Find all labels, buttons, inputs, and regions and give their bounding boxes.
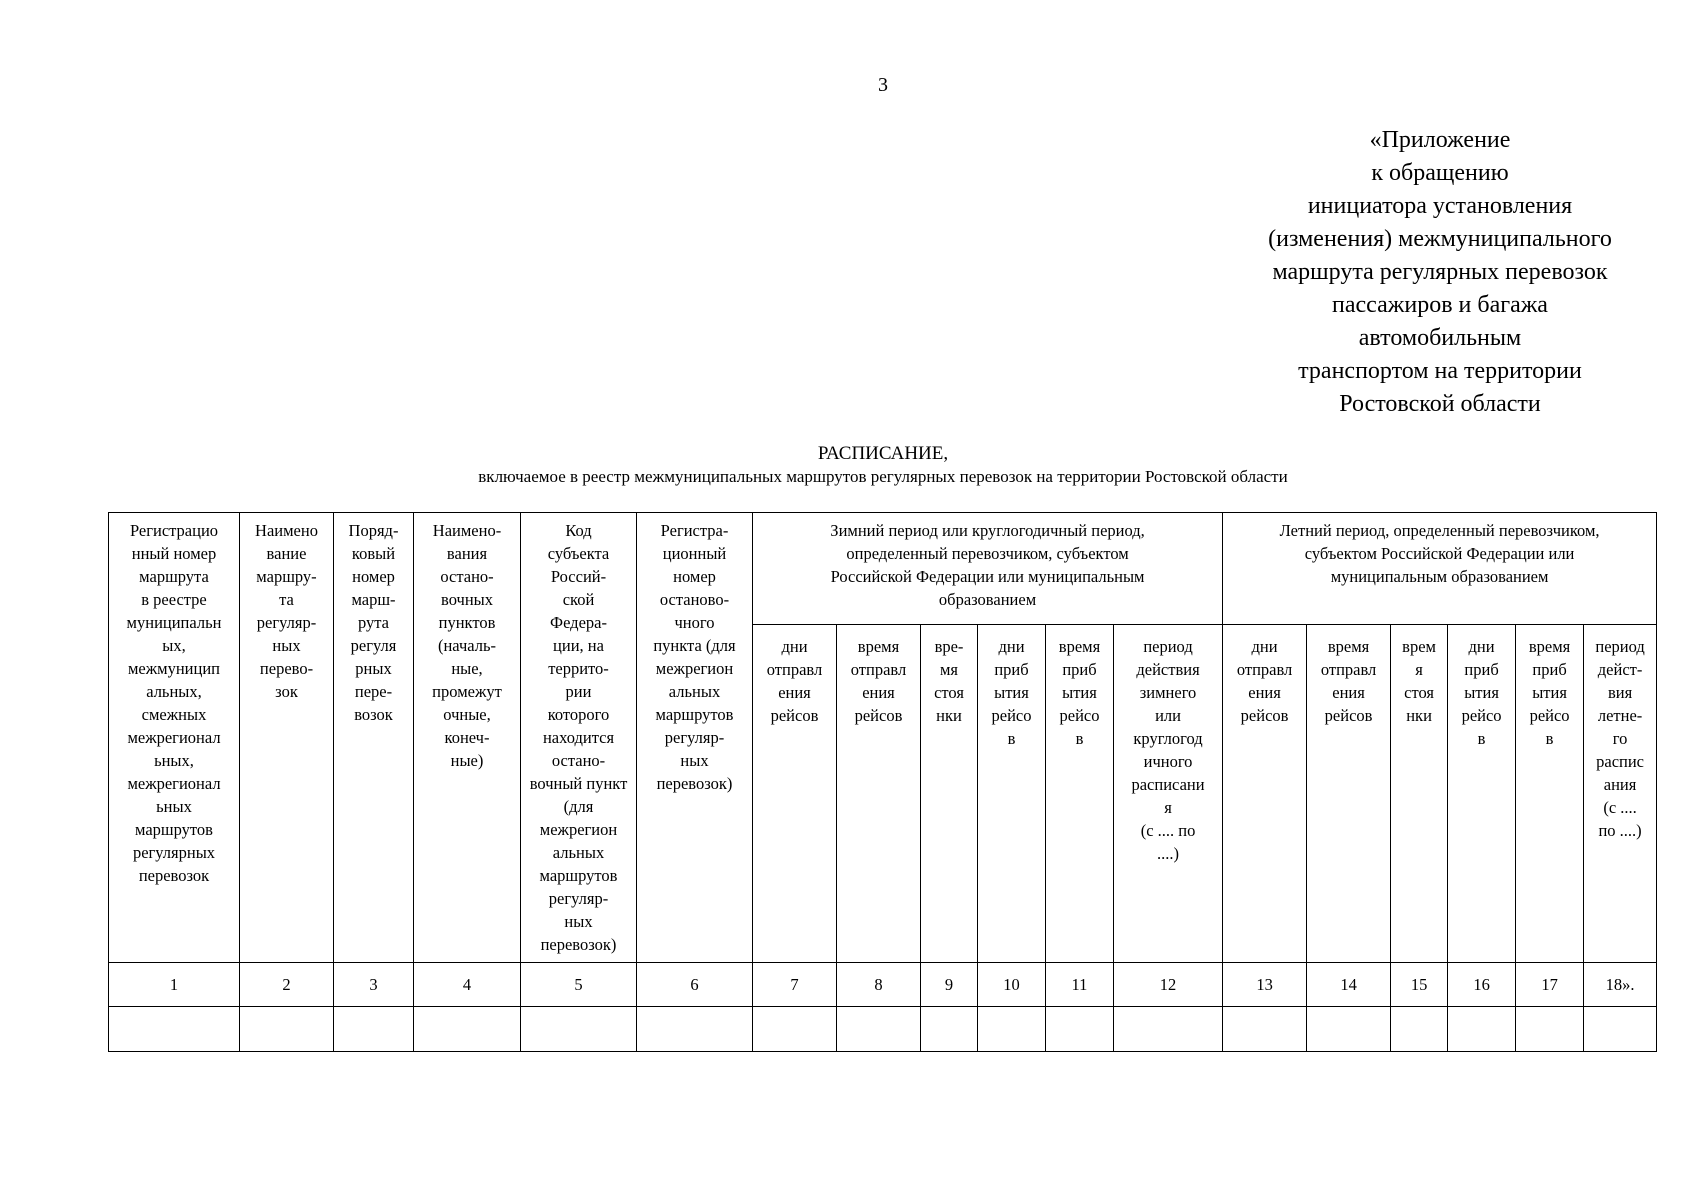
column-number-cell: 13 [1223,963,1307,1007]
text-line: межрегионал [127,774,221,793]
text-line: номер [352,567,395,586]
text-line: альных [668,682,721,701]
text-line: ....) [1157,844,1180,863]
text-line: Зимний период или круглогодичный период, [830,521,1145,540]
column-number-cell: 7 [753,963,837,1007]
text-line: межмуницип [127,659,220,678]
text-line: Наимено [255,521,318,540]
text-line: отправл [766,660,823,679]
appendix-heading [1190,124,1690,421]
text-line: ичного [1143,752,1193,771]
text-line: альных [552,843,605,862]
column-number-cell: 1 [109,963,240,1007]
text-line: марш- [351,590,396,609]
header-cell-col-2 [240,513,334,963]
text-line: ытия [994,683,1029,702]
text-line: ытия [1464,683,1499,702]
text-line: по ....) [1598,821,1642,840]
text-line: рных [355,659,392,678]
column-number-cell: 4 [414,963,521,1007]
text-line: период [1595,637,1645,656]
text-line: (началь- [437,636,496,655]
text-line: смежных [141,705,207,724]
text-line: регуляр- [256,613,317,632]
column-number-cell: 6 [637,963,753,1007]
table-row [109,1007,1657,1052]
text-line: рейсов [1324,706,1373,725]
text-line: перевозок [138,866,210,885]
text-line: перевозок) [540,935,617,954]
appendix-line: транспортом на территории [1298,358,1582,384]
header-cell-col-3 [334,513,414,963]
page-number: 3 [878,74,888,96]
text-line: альных, [146,682,202,701]
text-line: ные, [451,659,483,678]
column-number-cell: 8 [837,963,921,1007]
header-row-groups [109,513,1657,625]
text-line: приб [1464,660,1499,679]
empty-cell [1584,1007,1657,1052]
text-line: муниципальн [126,613,222,632]
text-line: Регистрацио [129,521,219,540]
winter-subheader-7 [753,625,837,963]
text-line: находится [542,728,615,747]
text-line: вание [266,544,307,563]
text-line: распис [1596,752,1645,771]
text-line: регуля [350,636,397,655]
text-line: ытия [1532,683,1567,702]
text-line: возок [354,705,393,724]
text-line: остано- [551,751,606,770]
text-line: рейсов [770,706,819,725]
header-cell-col-5 [521,513,637,963]
text-line: мя [939,660,959,679]
winter-period-header [753,513,1223,625]
text-line: муниципальным образованием [1330,567,1549,586]
text-line: ных [272,636,301,655]
text-line: маршрутов [655,705,734,724]
text-line: время [1058,637,1101,656]
column-number-cell: 16 [1448,963,1516,1007]
text-line: отправл [1320,660,1377,679]
text-line: ения [1332,683,1365,702]
text-line: дни [1468,637,1495,656]
empty-cell [837,1007,921,1052]
text-line: я [1164,798,1172,817]
text-line: ции, на [553,636,604,655]
appendix-line: к обращению [1371,160,1509,186]
text-line: Код [565,521,592,540]
text-line: перевозок) [656,774,733,793]
appendix-line: инициатора установления [1307,193,1573,219]
schedule-table [108,512,1657,1052]
appendix-line: маршрута регулярных перевозок [1272,259,1608,285]
text-line: маршру- [256,567,317,586]
text-line: межрегион [655,659,734,678]
text-line: ьных, [154,751,194,770]
summer-period-header [1223,513,1657,625]
document-subtitle: включаемое в реестр межмуниципальных маршрутов регулярных перевозок на территории Ростовской области [478,467,1288,486]
column-number-cell: 14 [1307,963,1391,1007]
text-line: зимнего [1139,683,1197,702]
text-line: период [1143,637,1193,656]
text-line: нки [936,706,962,725]
text-line: та [279,590,294,609]
text-line: действия [1136,660,1200,679]
text-line: остано- [440,567,494,586]
appendix-line: автомобильным [1358,325,1522,351]
text-line: межрегион [539,820,618,839]
empty-cell [1307,1007,1391,1052]
text-line: чного [674,613,715,632]
column-number-cell: 3 [334,963,414,1007]
column-number-cell: 9 [921,963,978,1007]
text-line: Летний период, определенный перевозчиком, [1279,521,1600,540]
text-line: (для [563,797,594,816]
text-line: рута [357,613,390,632]
text-line: ных [680,751,709,770]
summer-subheader-15 [1391,625,1448,963]
winter-subheader-11 [1046,625,1114,963]
text-line: рейсо [1059,706,1100,725]
column-number-cell: 17 [1516,963,1584,1007]
text-line: рии [565,682,592,701]
text-line: которого [547,705,610,724]
text-line: террито- [548,659,609,678]
summer-subheader-18 [1584,625,1657,963]
summer-subheader-16 [1448,625,1516,963]
header-cell-col-1 [109,513,240,963]
text-line: вочный пункт [529,774,628,793]
text-line: регуляр- [664,728,725,747]
column-number-cell: 15 [1391,963,1448,1007]
empty-cell [1391,1007,1448,1052]
text-line: Россий- [550,567,607,586]
column-number-cell: 12 [1114,963,1223,1007]
appendix-line: пассажиров и багажа [1332,292,1548,318]
winter-subheader-9 [921,625,978,963]
document-title: РАСПИСАНИЕ, [817,443,949,464]
text-line: пункта (для [653,636,736,655]
empty-cell [1114,1007,1223,1052]
text-line: (с .... по [1140,821,1196,840]
text-line: образованием [938,590,1037,609]
empty-cell [521,1007,637,1052]
text-line: ных [564,912,593,931]
winter-subheader-8 [837,625,921,963]
text-line: рейсо [991,706,1032,725]
column-number-cell: 18». [1584,963,1657,1007]
text-line: стоя [934,683,964,702]
text-line: я [1415,660,1423,679]
text-line: Наимено- [432,521,502,540]
text-line: очные, [443,705,491,724]
text-line: конеч- [444,728,490,747]
text-line: регулярных [132,843,216,862]
column-number-row [109,963,1657,1007]
text-line: вания [446,544,488,563]
empty-cell [109,1007,240,1052]
winter-subheader-10 [978,625,1046,963]
text-line: круглогод [1133,729,1203,748]
text-line: номер [673,567,716,586]
text-line: время [1528,637,1571,656]
text-line: время [857,637,900,656]
text-line: Регистра- [660,521,729,540]
text-line: рейсов [1240,706,1289,725]
empty-cell [637,1007,753,1052]
text-line: приб [1062,660,1097,679]
text-line: в [1075,729,1084,748]
text-line: рейсов [854,706,903,725]
text-line: приб [1532,660,1567,679]
empty-cell [1516,1007,1584,1052]
text-line: врем [1402,637,1436,656]
column-number-cell: 11 [1046,963,1114,1007]
empty-cell [753,1007,837,1052]
text-line: расписани [1131,775,1205,794]
text-line: маршрутов [135,820,213,839]
text-line: пере- [354,682,393,701]
text-line: промежут [432,682,502,701]
text-line: в [1007,729,1016,748]
header-cell-col-4 [414,513,521,963]
text-line: ционный [662,544,727,563]
text-line: вре- [934,637,964,656]
text-line: стоя [1404,683,1434,702]
text-line: время [1327,637,1370,656]
summer-subheader-13 [1223,625,1307,963]
text-line: рейсо [1461,706,1502,725]
text-line: ых, [162,636,186,655]
empty-cell [978,1007,1046,1052]
text-line: в [1477,729,1486,748]
text-line: нки [1406,706,1432,725]
header-cell-col-6 [637,513,753,963]
text-line: приб [994,660,1029,679]
text-line: перево- [259,659,314,678]
text-line: дни [1251,637,1278,656]
text-line: го [1612,729,1628,748]
text-line: Федера- [550,613,607,632]
empty-cell [1448,1007,1516,1052]
text-line: субъекта [547,544,610,563]
appendix-line: «Приложение [1369,127,1511,153]
text-line: останово- [659,590,730,609]
empty-cell [414,1007,521,1052]
empty-cell [240,1007,334,1052]
text-line: рейсо [1529,706,1570,725]
text-line: отправл [1236,660,1293,679]
text-line: летне- [1597,706,1643,725]
summer-subheader-14 [1307,625,1391,963]
text-line: маршрутов [539,866,618,885]
empty-cell [1046,1007,1114,1052]
text-line: (с .... [1603,798,1637,817]
text-line: отправл [850,660,907,679]
text-line: Поряд- [348,521,399,540]
text-line: Российской Федерации или муниципальным [830,567,1145,586]
text-line: ытия [1062,683,1097,702]
text-line: межрегионал [127,728,221,747]
summer-subheader-17 [1516,625,1584,963]
text-line: субъектом Российской Федерации или [1304,544,1575,563]
empty-cell [334,1007,414,1052]
text-line: регуляр- [548,889,609,908]
text-line: ьных [156,797,192,816]
empty-cell [1223,1007,1307,1052]
text-line: ковый [351,544,396,563]
text-line: вочных [441,590,493,609]
empty-cell [921,1007,978,1052]
text-line: зок [275,682,298,701]
appendix-line: Ростовской области [1339,391,1541,417]
text-line: или [1155,706,1181,725]
text-line: ения [778,683,811,702]
text-line: пунктов [438,613,496,632]
text-line: нный номер [131,544,217,563]
text-line: ания [1603,775,1637,794]
text-line: определенный перевозчиком, субъектом [846,544,1129,563]
text-line: дни [781,637,808,656]
text-line: ения [1248,683,1281,702]
text-line: дни [998,637,1025,656]
column-number-cell: 10 [978,963,1046,1007]
winter-subheader-12 [1114,625,1223,963]
text-line: в реестре [141,590,207,609]
text-line: вия [1607,683,1633,702]
text-line: дейст- [1597,660,1643,679]
text-line: ные) [450,751,484,770]
column-number-cell: 2 [240,963,334,1007]
text-line: ской [562,590,595,609]
text-line: ения [862,683,895,702]
text-line: маршрута [139,567,209,586]
text-line: в [1545,729,1554,748]
column-number-cell: 5 [521,963,637,1007]
appendix-line: (изменения) межмуниципального [1268,226,1612,252]
